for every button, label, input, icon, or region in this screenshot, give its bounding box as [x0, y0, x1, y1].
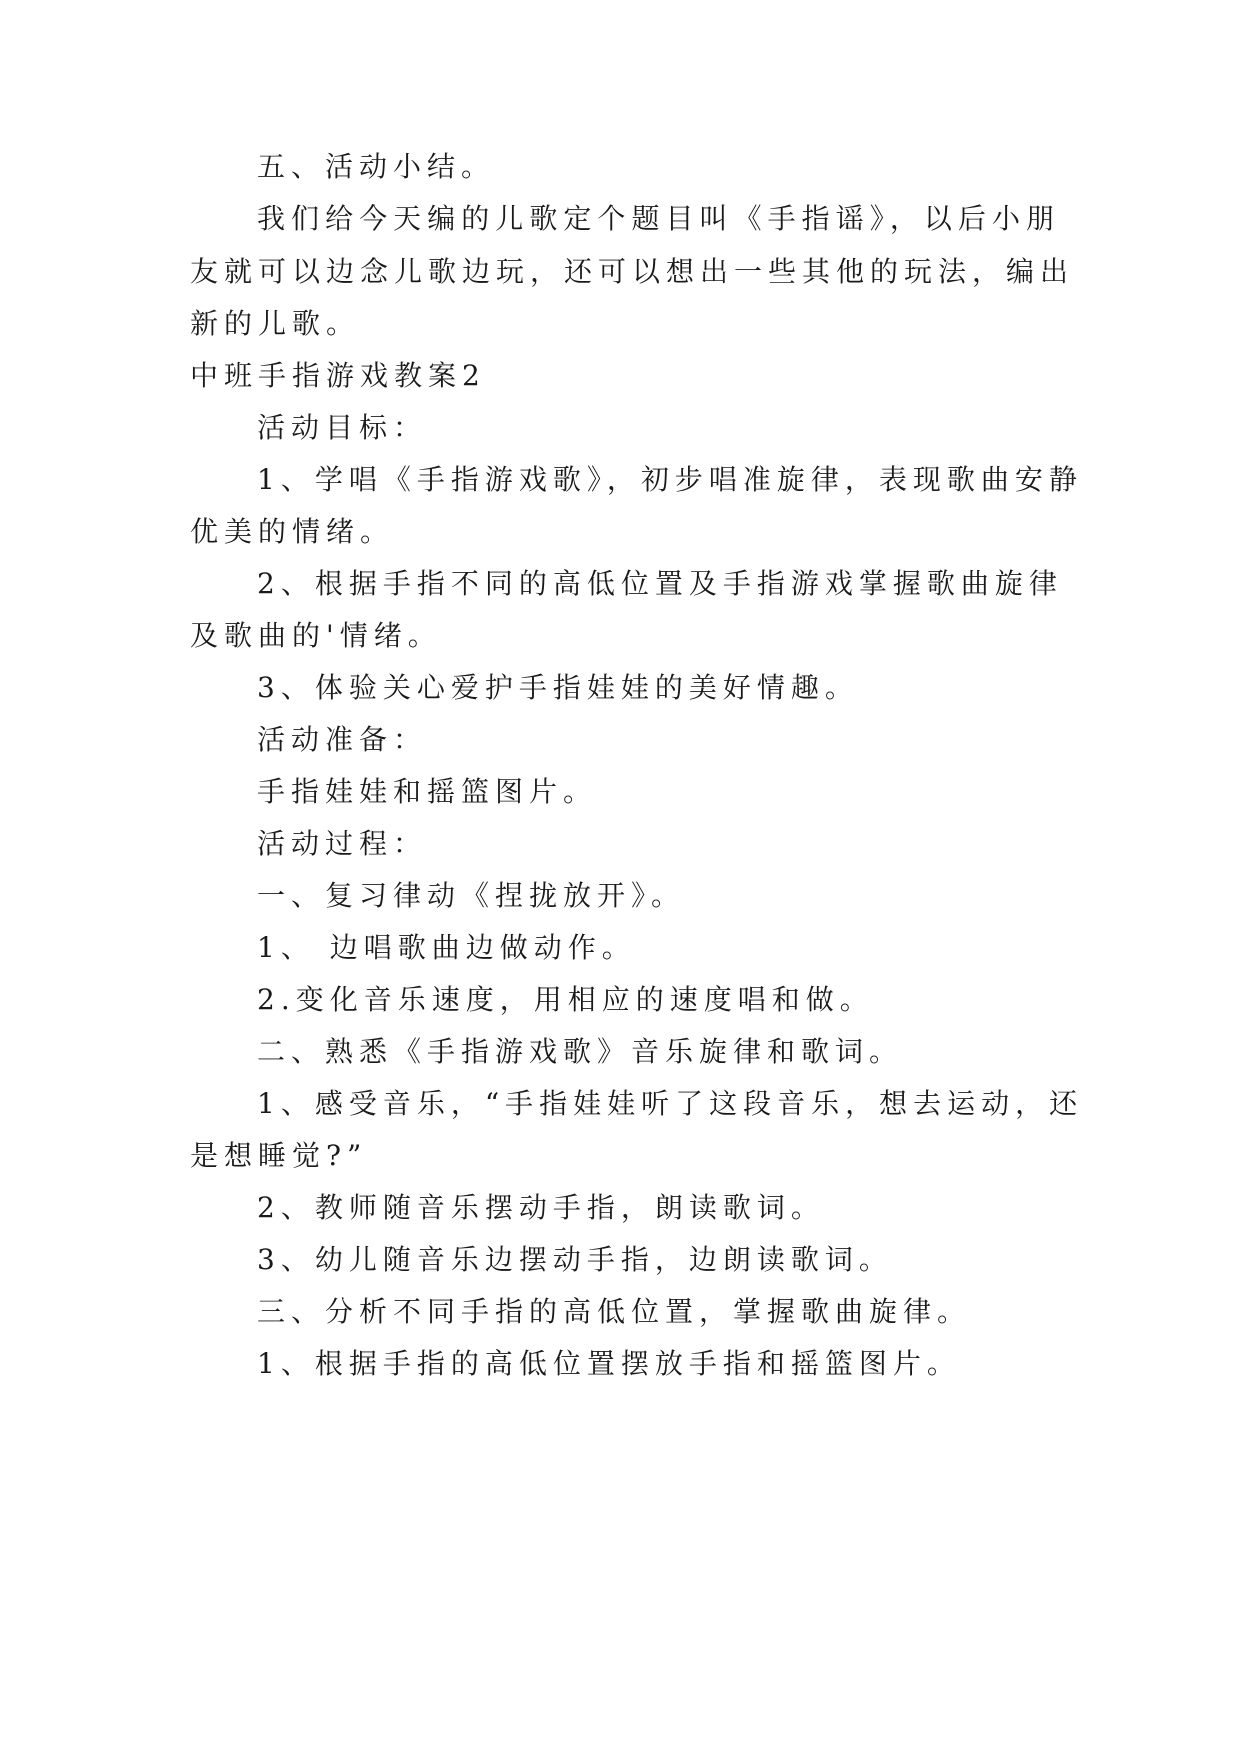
paragraph-line: 2、根据手指不同的高低位置及手指游戏掌握歌曲旋律	[257, 567, 1063, 600]
paragraph-line: 1、学唱《手指游戏歌》，初步唱准旋律，表现歌曲安静	[257, 463, 1083, 496]
paragraph-line: 手指娃娃和摇篮图片。	[257, 775, 598, 808]
section-heading: 活动目标：	[257, 411, 428, 444]
paragraph-line: 3、幼儿随音乐边摆动手指，边朗读歌词。	[257, 1243, 893, 1276]
paragraph-line: 1、根据手指的高低位置摆放手指和摇篮图片。	[257, 1347, 961, 1380]
paragraph-line: 及歌曲的'情绪。	[190, 619, 442, 652]
paragraph-line: 2、教师随音乐摆动手指，朗读歌词。	[257, 1191, 825, 1224]
section-heading: 五、活动小结。	[257, 150, 496, 183]
paragraph-line: 1、 边唱歌曲边做动作。	[257, 931, 636, 964]
paragraph-line: 一、复习律动《捏拢放开》。	[257, 879, 686, 912]
section-heading: 活动准备：	[257, 723, 428, 756]
paragraph-line: 二、熟悉《手指游戏歌》音乐旋律和歌词。	[257, 1035, 904, 1068]
paragraph-line: 三、分析不同手指的高低位置，掌握歌曲旋律。	[257, 1295, 972, 1328]
document-title: 中班手指游戏教案2	[190, 359, 486, 392]
paragraph-line: 2.变化音乐速度，用相应的速度唱和做。	[257, 983, 874, 1016]
paragraph-line: 优美的情绪。	[190, 515, 395, 548]
paragraph-line: 友就可以边念儿歌边玩，还可以想出一些其他的玩法，编出	[190, 255, 1075, 288]
paragraph-line: 1、感受音乐，“手指娃娃听了这段音乐，想去运动，还	[257, 1087, 1084, 1120]
paragraph-line: 新的儿歌。	[190, 307, 361, 340]
section-heading: 活动过程：	[257, 827, 428, 860]
paragraph-line: 是想睡觉?”	[190, 1139, 368, 1172]
paragraph-line: 3、体验关心爱护手指娃娃的美好情趣。	[257, 671, 859, 704]
paragraph-line: 我们给今天编的儿歌定个题目叫《手指谣》，以后小朋	[257, 202, 1060, 235]
